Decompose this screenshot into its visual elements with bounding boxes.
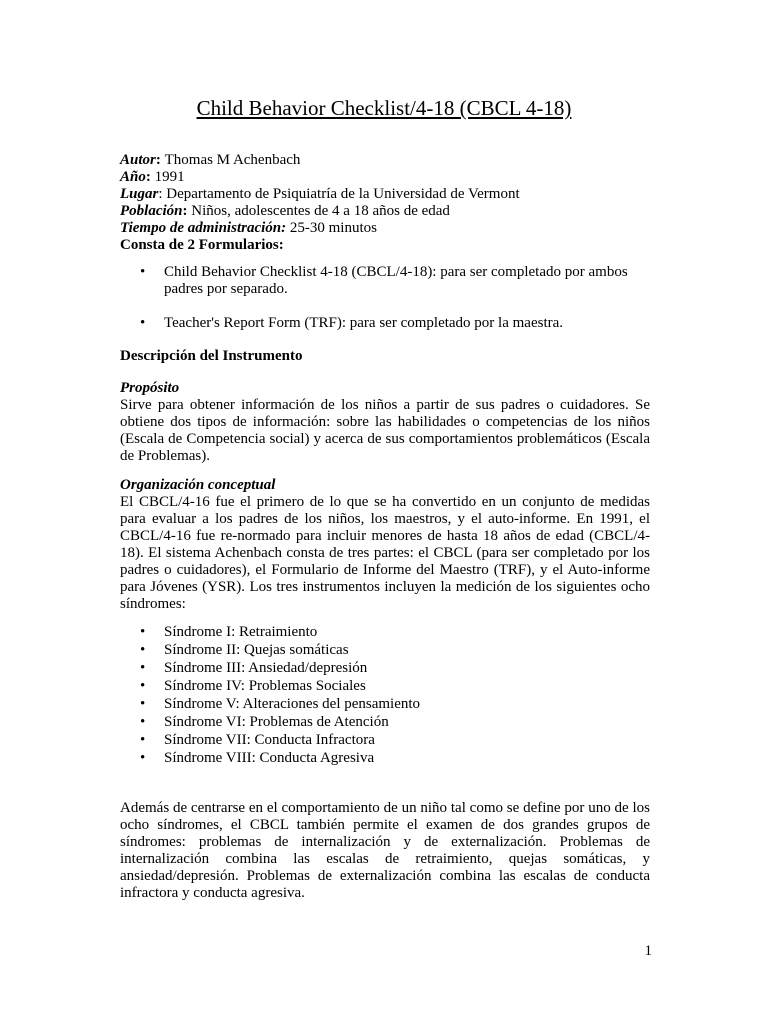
forms-list bbox=[140, 264, 660, 332]
list-item bbox=[140, 714, 540, 732]
author-label: Autor bbox=[120, 152, 156, 168]
bullet-icon: • bbox=[140, 750, 146, 766]
year-label: Año bbox=[120, 169, 146, 185]
form-text: Child Behavior Checklist 4-18 (CBCL/4-18): para ser completado por ambos padres por separado. bbox=[164, 264, 628, 297]
syndrome-text: Síndrome VII: Conducta Infractora bbox=[164, 732, 375, 748]
place-value: Departamento de Psiquiatría de la Universidad de Vermont bbox=[166, 186, 520, 202]
closing-paragraph: Además de centrarse en el comportamiento de un niño tal como se define por uno de los ocho síndromes, el CBCL también permite el examen de dos grandes grupos de síndromes: problemas de internalización y de externalización. Problemas de internalización combina las escalas de retraimiento, quejas somáticas, y ansiedad/depresión. Problemas de externalización combina las escalas de conducta infractora y conducta agresiva. bbox=[120, 800, 650, 901]
form-text: Teacher's Report Form (TRF): para ser completado por la maestra. bbox=[164, 315, 564, 331]
bullet-icon: • bbox=[140, 660, 146, 676]
place-row: Lugar: Departamento de Psiquiatría de la Universidad de Vermont bbox=[120, 186, 520, 202]
bullet-icon: • bbox=[140, 315, 146, 331]
population-row: Población: Niños, adolescentes de 4 a 18 años de edad bbox=[120, 203, 450, 219]
list-item bbox=[140, 696, 540, 714]
bullet-icon: • bbox=[140, 732, 146, 748]
list-item bbox=[140, 264, 660, 298]
syndrome-text: Síndrome V: Alteraciones del pensamiento bbox=[164, 696, 421, 712]
list-item bbox=[140, 642, 540, 660]
list-item bbox=[140, 315, 660, 332]
organization-heading: Organización conceptual bbox=[120, 477, 276, 493]
purpose-paragraph: Sirve para obtener información de los niños a partir de sus padres o cuidadores. Se obtiene dos tipos de información: sobre las habilidades o competencias de los niños (Escala de Competencia social) y acerca de sus comportamientos problemáticos (Escala de Problemas). bbox=[120, 397, 650, 464]
page-number: 1 bbox=[644, 943, 652, 959]
year-row: Año: 1991 bbox=[120, 169, 185, 185]
bullet-icon: • bbox=[140, 696, 146, 712]
bullet-icon: • bbox=[140, 678, 146, 694]
syndrome-text: Síndrome I: Retraimiento bbox=[164, 624, 318, 640]
time-value: 25-30 minutos bbox=[289, 220, 377, 236]
time-row bbox=[120, 220, 660, 237]
list-item bbox=[140, 660, 540, 678]
list-item bbox=[140, 678, 540, 696]
purpose-heading: Propósito bbox=[120, 380, 180, 396]
syndrome-text: Síndrome VIII: Conducta Agresiva bbox=[164, 750, 375, 766]
bullet-icon: • bbox=[140, 624, 146, 640]
bullet-icon: • bbox=[140, 714, 146, 730]
metadata-block bbox=[120, 152, 660, 254]
place-label: Lugar bbox=[120, 186, 159, 202]
syndrome-text: Síndrome IV: Problemas Sociales bbox=[164, 678, 366, 694]
population-value: Niños, adolescentes de 4 a 18 años de edad bbox=[191, 203, 450, 219]
author-value: Thomas M Achenbach bbox=[164, 152, 301, 168]
author-row: Autor: Thomas M Achenbach bbox=[120, 152, 301, 168]
syndrome-text: Síndrome VI: Problemas de Atención bbox=[164, 714, 389, 730]
list-item bbox=[140, 732, 540, 750]
page-title: Child Behavior Checklist/4-18 (CBCL 4-18) bbox=[196, 96, 572, 120]
list-item bbox=[140, 624, 540, 642]
year-value: 1991 bbox=[154, 169, 185, 185]
time-label: Tiempo de administración: bbox=[120, 220, 287, 236]
list-item bbox=[140, 750, 540, 768]
bullet-icon: • bbox=[140, 264, 146, 280]
organization-paragraph: El CBCL/4-16 fue el primero de lo que se ha convertido en un conjunto de medidas para evaluar a los padres de los niños, los maestros, y el auto-informe. En 1991, el CBCL/4-16 fue re-normado para incluir menores de hasta 18 años de edad (CBCL/4-18). El sistema Achenbach consta de tres partes: el CBCL (para ser completado por los padres o cuidadores), el Formulario de Informe del Maestro (TRF), y el Auto-informe para Jóvenes (YSR). Los tres instrumentos incluyen la medición de los siguientes ocho síndromes: bbox=[120, 494, 650, 612]
syndromes-list bbox=[140, 624, 540, 768]
syndrome-text: Síndrome II: Quejas somáticas bbox=[164, 642, 349, 658]
syndrome-text: Síndrome III: Ansiedad/depresión bbox=[164, 660, 368, 676]
population-label: Población bbox=[120, 203, 183, 219]
forms-count: Consta de 2 Formularios: bbox=[120, 237, 284, 253]
bullet-icon: • bbox=[140, 642, 146, 658]
description-heading: Descripción del Instrumento bbox=[120, 348, 303, 364]
